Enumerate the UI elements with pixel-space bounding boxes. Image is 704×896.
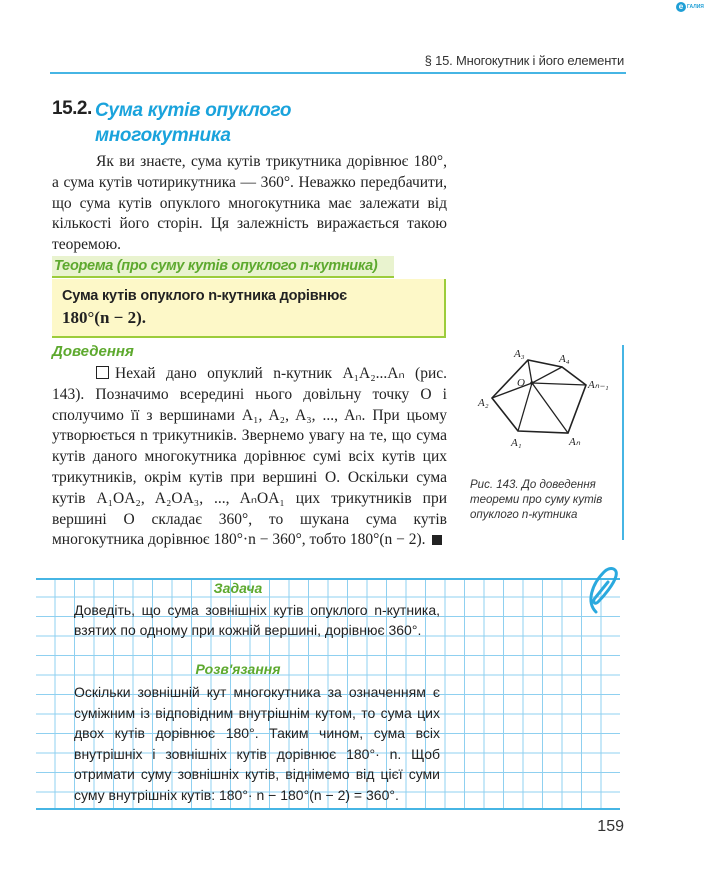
- intro-paragraph: Як ви знаєте, сума кутів трикутника дорівнює 180°, а сума кутів чотирикутника — 360°. Неважко передбачити, що сума кутів опуклого многокутника має залежати від кількості його сторін. Ця залежність виражається такою теоремою.: [52, 153, 447, 254]
- proof-paragraph: [52, 364, 447, 551]
- label-an: Aₙ: [569, 436, 581, 448]
- theorem-statement: Сума кутів опуклого n-кутника дорівнює: [62, 288, 347, 304]
- figure-143-polygon: [470, 345, 620, 470]
- segment-o-an: [532, 383, 568, 433]
- proof-start-square-icon: [96, 366, 109, 379]
- segment-o-an1: [532, 383, 586, 385]
- label-a2: A₂: [478, 397, 489, 409]
- theorem-heading: Теорема (про суму кутів опуклого n-кутника): [54, 258, 378, 274]
- label-a4: A₄: [559, 353, 570, 365]
- paperclip-icon: [582, 562, 622, 616]
- label-a1: A₁: [511, 437, 522, 449]
- section-number: 15.2.: [52, 98, 92, 119]
- task-heading: Задача: [213, 580, 263, 596]
- polygon-outline: [492, 360, 586, 433]
- proof-block: [52, 364, 447, 551]
- proof-end-square-icon: [432, 535, 442, 545]
- proof-text: Нехай дано опуклий n-кутник A₁A₂...Aₙ (рис. 143). Позначимо всередині нього довільну точку O і сполучимо її з вершинами A₁, A₂, A₃, ..., Aₙ. При цьому утворюється n трикутників. Звернемо увагу на те, що сума кутів даного многокутника дорівнює сумі всіх кутів цих трикутників, окрім кутів при вершині O. Оскільки сума кутів A₁OA₂, A₂OA₃, ..., AₙOA₁ цих трикутників при вершині O складає 360°, то шукана сума кутів многокутника дорівнює 180°·n − 360°, тобто 180°(n − 2).: [52, 365, 447, 549]
- page-number: 159: [597, 818, 624, 835]
- point-o: [530, 381, 534, 385]
- task-text: Доведіть, що сума зовнішніх кутів опуклого n-кутника, взятих по одному при кожній вершині, дорівнює 360°.: [74, 602, 440, 639]
- solution-heading: Розв'язання: [195, 661, 281, 677]
- section-title-line1: Сума кутів опуклого: [95, 100, 292, 121]
- publisher-logo: [676, 2, 704, 16]
- section-title: [95, 98, 415, 148]
- theorem-heading-bar: [52, 256, 394, 278]
- label-o: O: [517, 377, 525, 389]
- header-rule: [50, 72, 626, 74]
- solution-text: Оскільки зовнішній кут многокутника за означенням є суміжним із відповідним внутрішнім кутом, то сума цих двох кутів дорівнює 180°. Таким чином, сума всіх внутрішніх і зовнішніх кутів дорівнює 180°· n. Щоб отримати суму зовнішніх кутів, віднімемо від цієї суми суму внутрішніх кутів: 180°· n − 180°(n − 2) = 360°.: [74, 684, 440, 803]
- logo-mark: e: [676, 2, 686, 12]
- proof-heading: Доведення: [52, 343, 134, 360]
- segment-o-a2: [492, 383, 532, 398]
- running-header: § 15. Многокутник і його елементи: [424, 53, 624, 68]
- section-title-line2: многокутника: [95, 125, 231, 146]
- figure-side-bar: [622, 345, 624, 540]
- theorem-formula: 180°(n − 2).: [62, 308, 147, 327]
- segment-o-a3: [528, 360, 532, 383]
- segment-o-a1: [518, 383, 532, 431]
- label-an1: Aₙ₋₁: [588, 379, 609, 391]
- logo-text: ГАЛИЯ: [687, 4, 704, 10]
- figure-caption: Рис. 143. До доведення теореми про суму кутів опуклого n-кутника: [470, 479, 603, 521]
- segment-o-a4: [532, 367, 562, 383]
- label-a3: A₃: [514, 348, 525, 360]
